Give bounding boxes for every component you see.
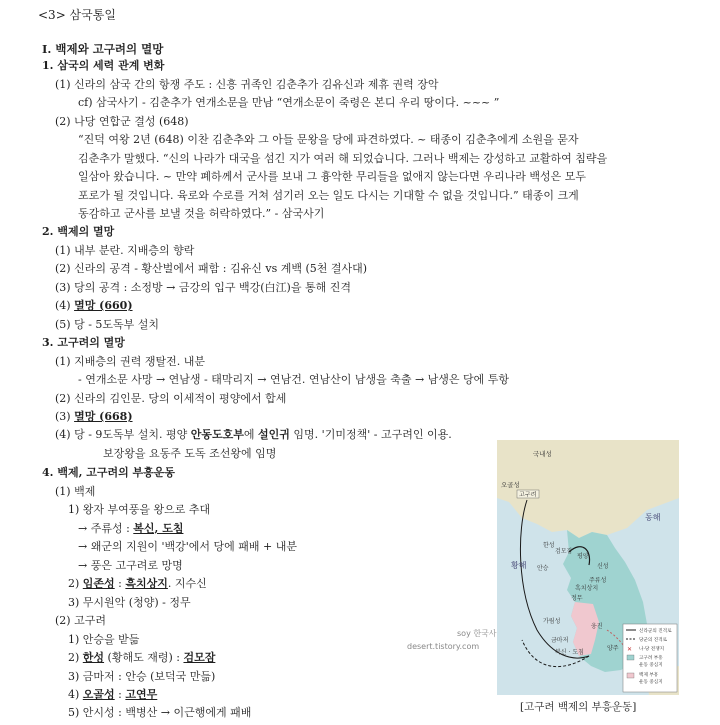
text-line: (5) 당 - 5도독부 설치: [55, 318, 160, 331]
text-span: 에: [243, 428, 259, 441]
text-line: [55, 299, 133, 313]
line-prefix: (4): [55, 299, 75, 312]
text-line: 3) 금마저 : 안승 (보덕국 만듦): [68, 670, 216, 683]
map-label: 검모잠: [555, 548, 573, 555]
line-prefix: (3): [55, 410, 75, 423]
revival-movement-map: [407, 440, 679, 695]
map-label: 한성: [543, 542, 555, 549]
text-line: [55, 428, 452, 442]
doc-title: <3> 삼국통일: [38, 8, 116, 22]
map-label: 양주: [607, 645, 619, 652]
legend-label: 백제 부흥: [639, 673, 659, 678]
quote-line: 동감하고 군사를 보낼 것을 허락하였다.” - 삼국사기: [78, 207, 325, 220]
legend-swatch: [627, 673, 634, 678]
legend-label: 운동 중심지: [639, 663, 663, 668]
text-span: (황해도 재령) :: [104, 651, 184, 664]
map-label: 고구려: [519, 491, 537, 499]
map-label: 신성: [597, 563, 609, 570]
text-span: 2): [68, 651, 83, 664]
text-line: [78, 522, 183, 536]
subheading-2: 2. 백제의 멸망: [42, 225, 115, 238]
text-line: [55, 410, 133, 424]
highlight-term: 임존성: [82, 577, 115, 590]
map-label-sea: 동해: [645, 513, 661, 522]
map-label: 오골성: [501, 481, 520, 489]
map-svg: [407, 440, 679, 695]
map-label: 정무: [571, 595, 583, 602]
text-span: . 지수신: [167, 577, 207, 590]
map-label-sea: 황해: [511, 561, 527, 570]
text-line: 3) 무시원악 (청양) - 정무: [68, 596, 191, 609]
text-line: (1) 백제: [55, 485, 96, 498]
highlight-fall-668: 멸망 (668): [74, 410, 133, 423]
quote-line: 포로가 될 것입니다. 육로와 수로를 거쳐 섬기러 오는 일도 다시는 기대할 수 없을 것입니다.” 태종이 크게: [78, 189, 579, 202]
text-line: - 연개소문 사망 → 연남생 - 태막리지 → 연남건. 연남산이 남생을 축출 → 남생은 당에 투항: [78, 373, 510, 386]
legend-label: 당군의 진격로: [639, 638, 668, 643]
highlight-term: 오골성: [82, 688, 115, 701]
text-line: (2) 신라의 공격 - 황산벌에서 패함 : 김유신 vs 계백 (5천 결사대): [55, 262, 368, 275]
section-heading-1: Ⅰ. 백제와 고구려의 멸망: [42, 42, 164, 56]
map-label: 흑치상지: [575, 585, 599, 592]
bold-term: 설인귀: [258, 428, 290, 441]
map-label: 국내성: [533, 450, 552, 458]
text-line: 보장왕을 요동주 도독 조선왕에 임명: [103, 447, 277, 460]
text-span: 2): [68, 577, 83, 590]
text-line: (2) 나당 연합군 결성 (648): [55, 115, 189, 128]
text-line: [68, 688, 157, 702]
highlight-fall-660: 멸망 (660): [74, 299, 133, 312]
legend-label: 고구려 부흥: [639, 656, 663, 661]
text-line: (2) 신라의 김인문. 당의 이세적이 평양에서 합세: [55, 392, 287, 405]
legend-swatch: ✕: [627, 646, 633, 653]
text-span: → 주류성 :: [78, 522, 134, 535]
text-span: (4) 당 - 9도독부 설치. 평양: [55, 428, 191, 441]
highlight-term: 한성: [82, 651, 105, 664]
map-label: 안승: [537, 565, 549, 572]
text-span: :: [114, 688, 126, 701]
text-line: (1) 지배층의 권력 쟁탈전. 내분: [55, 355, 205, 368]
watermark-text: desert.tistory.com: [407, 642, 480, 651]
map-label: 웅진: [591, 623, 603, 630]
text-span: :: [114, 577, 126, 590]
map-label: 평양: [577, 553, 589, 560]
bold-term: 안동도호부: [190, 428, 244, 441]
text-line: 5) 안시성 : 백병산 → 이근행에게 패배: [68, 706, 252, 719]
highlight-term: 검모잠: [183, 651, 216, 664]
legend-label: 신라군의 진격로: [639, 629, 672, 634]
text-line: → 왜군의 지원이 '백강'에서 당에 패배 + 내분: [78, 540, 297, 553]
subheading-1: 1. 삼국의 세력 관계 변화: [42, 59, 165, 72]
text-line: 1) 왕자 부여풍을 왕으로 추대: [68, 503, 211, 516]
text-line: [68, 577, 207, 591]
highlight-term: 고연무: [125, 688, 158, 701]
legend-swatch: [627, 655, 634, 660]
text-line: 1) 안승을 받듦: [68, 633, 140, 646]
text-line: (1) 신라의 삼국 간의 항쟁 주도 : 신흥 귀족인 김춘추가 김유신과 제휴 권력 장악: [55, 78, 439, 91]
text-span: 4): [68, 688, 83, 701]
quote-line: 김춘추가 말했다. “신의 나라가 대국을 섬긴 지가 여러 해 되었습니다. 그러나 백제는 강성하고 교활하여 침략을: [78, 152, 608, 165]
subheading-3: 3. 고구려의 멸망: [42, 336, 125, 349]
highlight-term: 복신, 도침: [133, 522, 184, 535]
quote-line: 일삼아 왔습니다. ~ 만약 폐하께서 군사를 보내 그 흉악한 무리들을 없애지 않는다면 우리나라 백성은 모두: [78, 170, 586, 183]
watermark-text: soy 한국사: [457, 629, 497, 638]
text-span: 임명. '기미정책' - 고구려인 이용.: [289, 428, 452, 441]
subheading-4: 4. 백제, 고구려의 부흥운동: [42, 466, 176, 479]
text-line: cf) 삼국사기 - 김춘추가 연개소문을 만남 “연개소문이 죽령은 본디 우리 땅이다. ~~~ ”: [78, 96, 500, 109]
map-label: 가림성: [543, 618, 561, 625]
text-line: (1) 내부 분란. 지배층의 향락: [55, 244, 195, 257]
text-line: [68, 651, 215, 665]
text-line: (3) 당의 공격 : 소정방 → 금강의 입구 백강(白江)을 통해 진격: [55, 281, 351, 294]
legend-label: 나·당 전쟁지: [639, 647, 665, 652]
highlight-term: 흑치상지: [125, 577, 168, 590]
text-line: (2) 고구려: [55, 614, 106, 627]
map-label: 복신 · 도침: [555, 649, 584, 656]
map-label: 주류성: [589, 577, 607, 584]
text-line: → 풍은 고구려로 망명: [78, 559, 183, 572]
map-label: 금마저: [551, 637, 569, 644]
map-caption: [고구려 백제의 부흥운동]: [520, 701, 637, 713]
legend-label: 운동 중심지: [639, 680, 663, 685]
quote-line: “진덕 여왕 2년 (648) 이찬 김춘추와 그 아들 문왕을 당에 파견하였다. ~ 태종이 김춘추에게 소원을 묻자: [78, 133, 579, 146]
